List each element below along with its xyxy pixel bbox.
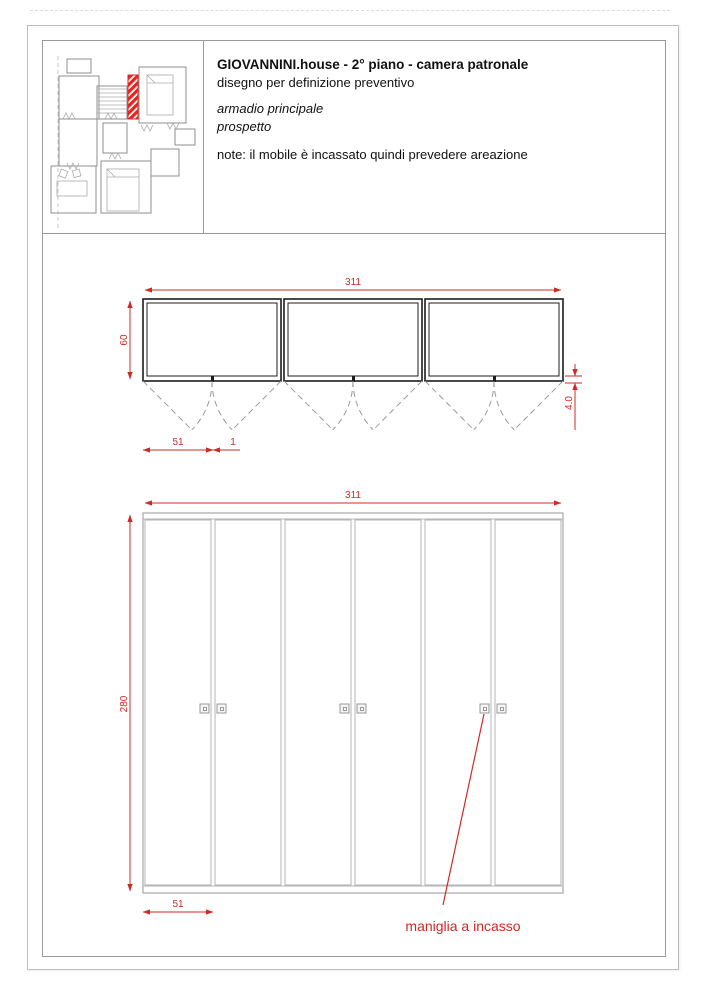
sheet-title: GIOVANNINI.house - 2° piano - camera patronale <box>217 57 529 72</box>
plan-dim-total-width-label: 311 <box>345 277 361 288</box>
wardrobe-highlight <box>128 75 138 119</box>
plan-dim-door-width-label: 51 <box>172 437 184 448</box>
plan-dim-thickness <box>564 364 582 430</box>
elev-dim-door-width-label: 51 <box>172 899 184 910</box>
plan-dim-gap-label: 1 <box>230 437 236 448</box>
title-block <box>43 41 665 234</box>
drawing-name: armadio principale <box>217 101 324 116</box>
stairs <box>97 89 127 113</box>
recessed-handles <box>200 704 506 713</box>
floor-plan-thumbnail <box>43 41 204 234</box>
bed-bottom <box>107 169 139 211</box>
door-swing-arcs <box>143 381 563 430</box>
plan-dim-depth <box>119 301 130 379</box>
view-name: prospetto <box>217 119 272 134</box>
door-panels <box>145 520 561 885</box>
elevation-view <box>119 490 563 934</box>
bed-top-right <box>147 75 173 115</box>
elev-dim-total-width <box>145 490 561 503</box>
plan-view <box>119 277 582 450</box>
cad-drawing <box>42 233 666 957</box>
title-text-cell <box>204 41 665 233</box>
plan-dim-depth-label: 60 <box>119 334 130 346</box>
elev-dim-height-label: 280 <box>119 695 130 713</box>
handle-annotation <box>405 714 520 934</box>
plan-dim-door-width <box>143 437 240 450</box>
plan-modules <box>143 299 563 382</box>
scan-artifact <box>30 10 670 11</box>
elev-dim-total-width-label: 311 <box>345 490 361 501</box>
annotation-label: maniglia a incasso <box>405 918 521 934</box>
plan-dim-total-width <box>145 277 561 290</box>
elev-dim-height <box>119 515 130 891</box>
elev-dim-door-width <box>143 899 213 912</box>
floor-plan-cell <box>43 41 204 233</box>
plan-dim-thickness-label: 4.0 <box>564 396 575 410</box>
wardrobe-elevation <box>143 513 563 893</box>
annotation-leader-line <box>443 714 484 905</box>
sheet-subtitle: disegno per definizione preventivo <box>217 75 415 90</box>
sheet-note: note: il mobile è incassato quindi prevedere areazione <box>217 147 528 162</box>
desk <box>57 169 87 196</box>
